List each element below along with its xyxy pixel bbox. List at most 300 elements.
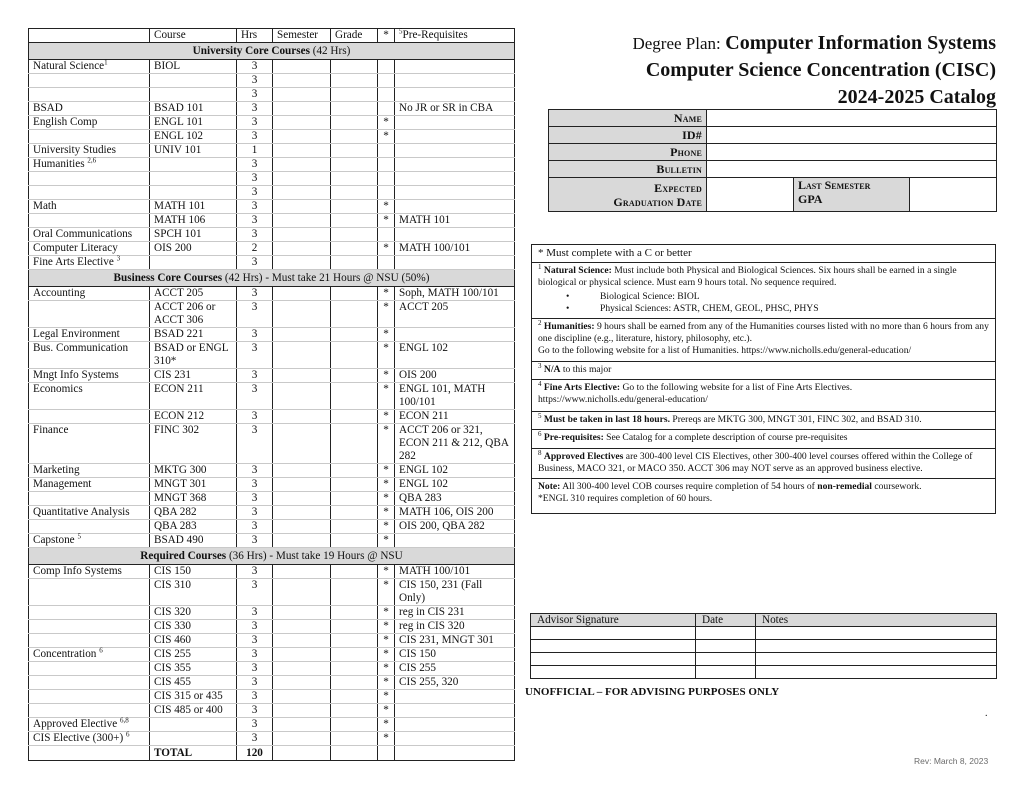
- revision-date: Rev: March 8, 2023: [914, 756, 989, 766]
- grade-cell[interactable]: [331, 606, 378, 620]
- area-cell: [29, 88, 150, 102]
- semester-cell[interactable]: [273, 116, 331, 130]
- grade-cell[interactable]: [331, 620, 378, 634]
- hrs-cell: 3: [237, 200, 273, 214]
- c-or-better-marker: [378, 74, 395, 88]
- concentration-name: Computer Science Concentration (CISC): [645, 59, 996, 81]
- name-label: Name: [549, 110, 707, 127]
- grade-cell[interactable]: [331, 410, 378, 424]
- date-cell[interactable]: [696, 666, 756, 679]
- grade-cell[interactable]: [331, 342, 378, 369]
- prereq-cell: ENGL 102: [395, 342, 515, 369]
- grade-cell[interactable]: [331, 200, 378, 214]
- area-cell: Fine Arts Elective $^3$: [29, 256, 150, 270]
- grade-cell[interactable]: [331, 718, 378, 732]
- hrs-cell: 3: [237, 478, 273, 492]
- date-cell[interactable]: [696, 640, 756, 653]
- notes-cell[interactable]: [756, 666, 997, 679]
- catalog-year: 2024-2025 Catalog: [837, 86, 996, 108]
- course-row: [29, 256, 515, 270]
- area-cell: Accounting: [29, 287, 150, 301]
- header-course: Course: [150, 29, 237, 43]
- area-cell: Computer Literacy: [29, 242, 150, 256]
- grade-cell[interactable]: [331, 565, 378, 579]
- c-or-better-marker: *: [378, 200, 395, 214]
- c-or-better-marker: *: [378, 328, 395, 342]
- semester-cell[interactable]: [273, 186, 331, 200]
- semester-cell[interactable]: [273, 648, 331, 662]
- prereq-cell: ECON 211: [395, 410, 515, 424]
- semester-cell[interactable]: [273, 464, 331, 478]
- phone-field[interactable]: [707, 144, 997, 161]
- header-star: *: [378, 29, 395, 43]
- grade-cell[interactable]: [331, 102, 378, 116]
- hrs-cell: 3: [237, 634, 273, 648]
- prereq-cell: CIS 255, 320: [395, 676, 515, 690]
- semester-cell[interactable]: [273, 214, 331, 228]
- bulletin-field[interactable]: [707, 161, 997, 178]
- note-star: * Must complete with a C or better: [532, 245, 996, 263]
- grade-cell[interactable]: [331, 369, 378, 383]
- c-or-better-marker: *: [378, 242, 395, 256]
- grade-cell[interactable]: [331, 732, 378, 746]
- note-humanities: $^2$ Humanities: 9 hours shall be earned from any of the Humanities courses listed with no more than 6 hours from any one discipline (e.g., literature, history, philosophy, etc.). Go to the following website for a list of Humanities. https://www.nicholls.edu/general-education/: [532, 319, 996, 362]
- c-or-better-marker: *: [378, 464, 395, 478]
- c-or-better-marker: *: [378, 579, 395, 606]
- hrs-cell: 3: [237, 186, 273, 200]
- advisor-row: [531, 627, 997, 640]
- hrs-cell: 3: [237, 565, 273, 579]
- course-cell: CIS 485 or 400: [150, 704, 237, 718]
- signature-cell[interactable]: [531, 627, 696, 640]
- course-cell: [150, 74, 237, 88]
- semester-cell[interactable]: [273, 242, 331, 256]
- course-cell: MATH 101: [150, 200, 237, 214]
- prereq-cell: ENGL 101, MATH 100/101: [395, 383, 515, 410]
- hrs-cell: 3: [237, 158, 273, 172]
- semester-cell[interactable]: [273, 492, 331, 506]
- semester-cell[interactable]: [273, 172, 331, 186]
- degree-plan-table: [28, 28, 515, 761]
- total-empty: [29, 746, 150, 761]
- course-cell: ENGL 101: [150, 116, 237, 130]
- signature-cell[interactable]: [531, 653, 696, 666]
- area-cell: [29, 172, 150, 186]
- total-empty: [395, 746, 515, 761]
- semester-cell[interactable]: [273, 478, 331, 492]
- hrs-cell: 3: [237, 662, 273, 676]
- name-field[interactable]: [707, 110, 997, 127]
- grade-cell[interactable]: [331, 144, 378, 158]
- area-cell: Bus. Communication: [29, 342, 150, 369]
- course-cell: ACCT 205: [150, 287, 237, 301]
- prereq-cell: QBA 283: [395, 492, 515, 506]
- course-cell: BSAD or ENGL 310*: [150, 342, 237, 369]
- prereq-cell: Soph, MATH 100/101: [395, 287, 515, 301]
- c-or-better-marker: *: [378, 634, 395, 648]
- prereq-cell: [395, 74, 515, 88]
- grade-cell[interactable]: [331, 464, 378, 478]
- advisor-row: [531, 666, 997, 679]
- area-cell: [29, 606, 150, 620]
- signature-cell[interactable]: [531, 666, 696, 679]
- c-or-better-marker: *: [378, 676, 395, 690]
- semester-cell[interactable]: [273, 228, 331, 242]
- c-or-better-marker: *: [378, 620, 395, 634]
- semester-cell[interactable]: [273, 369, 331, 383]
- course-row: [29, 410, 515, 424]
- grade-cell[interactable]: [331, 328, 378, 342]
- semester-cell[interactable]: [273, 704, 331, 718]
- signature-cell[interactable]: [531, 640, 696, 653]
- c-or-better-marker: *: [378, 718, 395, 732]
- list-item: • Physical Sciences: ASTR, CHEM, GEOL, PHSC, PHYS: [584, 303, 989, 315]
- course-cell: CIS 330: [150, 620, 237, 634]
- prereq-cell: No JR or SR in CBA: [395, 102, 515, 116]
- hrs-cell: 3: [237, 214, 273, 228]
- c-or-better-marker: *: [378, 116, 395, 130]
- prereq-cell: [395, 256, 515, 270]
- area-cell: Economics: [29, 383, 150, 410]
- area-cell: [29, 130, 150, 144]
- area-cell: Capstone $^5$: [29, 534, 150, 548]
- id-label: ID#: [549, 127, 707, 144]
- course-row: [29, 301, 515, 328]
- semester-cell[interactable]: [273, 606, 331, 620]
- area-cell: CIS Elective (300+) $^6$: [29, 732, 150, 746]
- total-hrs: 120: [237, 746, 273, 761]
- prereq-cell: [395, 130, 515, 144]
- semester-cell[interactable]: [273, 256, 331, 270]
- notes-cell[interactable]: [756, 640, 997, 653]
- semester-cell[interactable]: [273, 579, 331, 606]
- area-cell: Mngt Info Systems: [29, 369, 150, 383]
- notes-cell[interactable]: [756, 653, 997, 666]
- semester-cell[interactable]: [273, 200, 331, 214]
- prereq-cell: [395, 732, 515, 746]
- semester-cell[interactable]: [273, 383, 331, 410]
- c-or-better-marker: *: [378, 287, 395, 301]
- course-row: [29, 478, 515, 492]
- semester-cell[interactable]: [273, 662, 331, 676]
- grade-cell[interactable]: [331, 492, 378, 506]
- grade-cell[interactable]: [331, 287, 378, 301]
- course-cell: CIS 355: [150, 662, 237, 676]
- grade-cell[interactable]: [331, 662, 378, 676]
- section-title: Business Core Courses (42 Hrs) - Must take 21 Hours @ NSU (50%): [29, 270, 515, 287]
- area-cell: Concentration $^6$: [29, 648, 150, 662]
- course-cell: [150, 88, 237, 102]
- course-row: [29, 144, 515, 158]
- hrs-cell: 3: [237, 492, 273, 506]
- note-capstone: $^5$ Must be taken in last 18 hours. Prereqs are MKTG 300, MNGT 301, FINC 302, and BSAD 310.: [532, 412, 996, 430]
- semester-cell[interactable]: [273, 732, 331, 746]
- hrs-cell: 3: [237, 130, 273, 144]
- c-or-better-marker: *: [378, 301, 395, 328]
- semester-cell[interactable]: [273, 102, 331, 116]
- note-na: $^3$ N/A to this major: [532, 361, 996, 379]
- prereq-cell: CIS 150: [395, 648, 515, 662]
- notes-cell[interactable]: [756, 627, 997, 640]
- gpa-field[interactable]: [910, 178, 997, 212]
- hrs-cell: 3: [237, 424, 273, 464]
- student-info-form: [548, 109, 997, 212]
- area-cell: University Studies: [29, 144, 150, 158]
- hrs-cell: 3: [237, 369, 273, 383]
- semester-cell[interactable]: [273, 144, 331, 158]
- prereq-cell: [395, 718, 515, 732]
- grade-cell[interactable]: [331, 520, 378, 534]
- grade-cell[interactable]: [331, 214, 378, 228]
- total-empty: [273, 746, 331, 761]
- semester-cell[interactable]: [273, 301, 331, 328]
- course-row: [29, 704, 515, 718]
- grade-cell[interactable]: [331, 256, 378, 270]
- unofficial-disclaimer: UNOFFICIAL – FOR ADVISING PURPOSES ONLY: [525, 686, 780, 698]
- course-cell: MNGT 301: [150, 478, 237, 492]
- grade-cell[interactable]: [331, 676, 378, 690]
- prereq-cell: ENGL 102: [395, 464, 515, 478]
- grade-cell[interactable]: [331, 301, 378, 328]
- grade-cell[interactable]: [331, 228, 378, 242]
- grade-cell[interactable]: [331, 424, 378, 464]
- semester-cell[interactable]: [273, 287, 331, 301]
- c-or-better-marker: *: [378, 342, 395, 369]
- c-or-better-marker: [378, 88, 395, 102]
- semester-cell[interactable]: [273, 620, 331, 634]
- area-cell: [29, 579, 150, 606]
- grade-cell[interactable]: [331, 130, 378, 144]
- prereq-cell: OIS 200, QBA 282: [395, 520, 515, 534]
- semester-cell[interactable]: [273, 506, 331, 520]
- prereq-cell: MATH 106, OIS 200: [395, 506, 515, 520]
- plan-table-body: [29, 43, 515, 761]
- c-or-better-marker: [378, 228, 395, 242]
- area-cell: Math: [29, 200, 150, 214]
- course-row: [29, 228, 515, 242]
- c-or-better-marker: *: [378, 478, 395, 492]
- title-prefix: Degree Plan:: [632, 34, 721, 53]
- semester-cell[interactable]: [273, 88, 331, 102]
- c-or-better-marker: [378, 256, 395, 270]
- semester-cell[interactable]: [273, 534, 331, 548]
- course-cell: [150, 186, 237, 200]
- course-row: [29, 492, 515, 506]
- grade-cell[interactable]: [331, 172, 378, 186]
- advisor-row: [531, 653, 997, 666]
- area-cell: [29, 301, 150, 328]
- area-cell: [29, 214, 150, 228]
- graduation-date-label: Expected Graduation Date: [549, 178, 707, 212]
- area-cell: [29, 520, 150, 534]
- grade-cell[interactable]: [331, 534, 378, 548]
- grade-cell[interactable]: [331, 690, 378, 704]
- course-row: [29, 116, 515, 130]
- hrs-cell: 3: [237, 648, 273, 662]
- grade-cell[interactable]: [331, 579, 378, 606]
- area-cell: Oral Communications: [29, 228, 150, 242]
- semester-cell[interactable]: [273, 328, 331, 342]
- date-cell[interactable]: [696, 653, 756, 666]
- prereq-cell: MATH 100/101: [395, 565, 515, 579]
- note-general: Note: All 300-400 level COB courses require completion of 54 hours of non-remedial coursework. *ENGL 310 requires completion of 60 hours.: [532, 479, 996, 514]
- grade-cell[interactable]: [331, 242, 378, 256]
- semester-cell[interactable]: [273, 410, 331, 424]
- header-area: [29, 29, 150, 43]
- footnotes-box: [531, 244, 996, 514]
- course-cell: ACCT 206 or ACCT 306: [150, 301, 237, 328]
- course-row: [29, 606, 515, 620]
- prereq-cell: [395, 158, 515, 172]
- course-cell: [150, 172, 237, 186]
- prereq-cell: MATH 100/101: [395, 242, 515, 256]
- grade-cell[interactable]: [331, 88, 378, 102]
- area-cell: [29, 74, 150, 88]
- semester-cell[interactable]: [273, 634, 331, 648]
- semester-cell[interactable]: [273, 130, 331, 144]
- gpa-label: Last Semester GPA: [794, 178, 910, 212]
- semester-cell[interactable]: [273, 158, 331, 172]
- advisor-row: [531, 640, 997, 653]
- course-row: [29, 369, 515, 383]
- course-cell: MNGT 368: [150, 492, 237, 506]
- semester-cell[interactable]: [273, 520, 331, 534]
- grade-cell[interactable]: [331, 74, 378, 88]
- graduation-date-field[interactable]: [707, 178, 794, 212]
- area-cell: [29, 676, 150, 690]
- course-cell: [150, 256, 237, 270]
- grade-cell[interactable]: [331, 634, 378, 648]
- course-cell: ENGL 102: [150, 130, 237, 144]
- grade-cell[interactable]: [331, 116, 378, 130]
- c-or-better-marker: [378, 144, 395, 158]
- grade-cell[interactable]: [331, 478, 378, 492]
- area-cell: [29, 690, 150, 704]
- grade-cell[interactable]: [331, 648, 378, 662]
- prereq-cell: [395, 172, 515, 186]
- area-cell: [29, 620, 150, 634]
- semester-cell[interactable]: [273, 424, 331, 464]
- course-row: [29, 464, 515, 478]
- course-cell: MKTG 300: [150, 464, 237, 478]
- area-cell: English Comp: [29, 116, 150, 130]
- course-row: [29, 520, 515, 534]
- section-title: University Core Courses (42 Hrs): [29, 43, 515, 60]
- c-or-better-marker: *: [378, 704, 395, 718]
- hrs-cell: 3: [237, 256, 273, 270]
- grade-cell[interactable]: [331, 186, 378, 200]
- note-fine-arts: $^4$ Fine Arts Elective: Go to the following website for a list of Fine Arts Electives. https://www.nicholls.edu/general-education/: [532, 379, 996, 411]
- c-or-better-marker: *: [378, 565, 395, 579]
- course-row: [29, 130, 515, 144]
- note-prerequisites: $^6$ Pre-requisites: See Catalog for a complete description of course pre-requisites: [532, 430, 996, 448]
- area-cell: [29, 492, 150, 506]
- semester-cell[interactable]: [273, 565, 331, 579]
- hrs-cell: 3: [237, 328, 273, 342]
- c-or-better-marker: *: [378, 690, 395, 704]
- prereq-cell: CIS 150, 231 (Fall Only): [395, 579, 515, 606]
- course-row: [29, 102, 515, 116]
- hrs-cell: 3: [237, 732, 273, 746]
- stray-dot: .: [985, 708, 988, 719]
- course-row: [29, 648, 515, 662]
- prereq-cell: [395, 186, 515, 200]
- area-cell: BSAD: [29, 102, 150, 116]
- c-or-better-marker: *: [378, 520, 395, 534]
- date-cell[interactable]: [696, 627, 756, 640]
- hrs-cell: 3: [237, 342, 273, 369]
- semester-cell[interactable]: [273, 676, 331, 690]
- c-or-better-marker: *: [378, 492, 395, 506]
- course-row: [29, 506, 515, 520]
- course-cell: ECON 211: [150, 383, 237, 410]
- c-or-better-marker: [378, 60, 395, 74]
- hrs-cell: 3: [237, 464, 273, 478]
- hrs-cell: 3: [237, 676, 273, 690]
- c-or-better-marker: *: [378, 424, 395, 464]
- prereq-cell: [395, 60, 515, 74]
- prereq-cell: [395, 534, 515, 548]
- section-header-row: [29, 270, 515, 287]
- prereq-cell: [395, 88, 515, 102]
- semester-cell[interactable]: [273, 718, 331, 732]
- semester-cell[interactable]: [273, 342, 331, 369]
- course-cell: QBA 283: [150, 520, 237, 534]
- semester-cell[interactable]: [273, 74, 331, 88]
- hrs-cell: 3: [237, 606, 273, 620]
- hrs-cell: 3: [237, 102, 273, 116]
- list-item: • Biological Science: BIOL: [584, 291, 989, 303]
- hrs-cell: 3: [237, 620, 273, 634]
- prereq-cell: [395, 228, 515, 242]
- humanities-link-text: Go to the following website for a list of Humanities. https://www.nicholls.edu/general-education/: [538, 345, 912, 357]
- course-cell: CIS 150: [150, 565, 237, 579]
- header-grade: Grade: [331, 29, 378, 43]
- grade-cell[interactable]: [331, 158, 378, 172]
- grade-cell[interactable]: [331, 60, 378, 74]
- area-cell: Humanities $^{2,6}$: [29, 158, 150, 172]
- grade-cell[interactable]: [331, 506, 378, 520]
- fine-arts-link[interactable]: https://www.nicholls.edu/general-education/: [538, 394, 708, 406]
- c-or-better-marker: [378, 102, 395, 116]
- total-label: TOTAL: [150, 746, 237, 761]
- semester-cell[interactable]: [273, 690, 331, 704]
- course-cell: BSAD 221: [150, 328, 237, 342]
- course-cell: [150, 718, 237, 732]
- course-row: [29, 328, 515, 342]
- total-row: [29, 746, 515, 761]
- c-or-better-marker: *: [378, 130, 395, 144]
- prereq-cell: OIS 200: [395, 369, 515, 383]
- c-or-better-marker: *: [378, 662, 395, 676]
- area-cell: Comp Info Systems: [29, 565, 150, 579]
- table-header-row: [29, 29, 515, 43]
- course-cell: CIS 460: [150, 634, 237, 648]
- course-row: [29, 732, 515, 746]
- prereq-cell: ENGL 102: [395, 478, 515, 492]
- grade-cell[interactable]: [331, 704, 378, 718]
- hrs-cell: 3: [237, 228, 273, 242]
- grade-cell[interactable]: [331, 383, 378, 410]
- semester-cell[interactable]: [273, 60, 331, 74]
- course-row: [29, 424, 515, 464]
- note-natural-science: $^1$ Natural Science: Must include both Physical and Biological Sciences. Six hours shall be earned in a single biological or physical science. Must earn 9 hours total. No sequence required. • Biological Science: BIOL • Physical Sciences: ASTR, CHEM, GEOL, PHSC, PHYS: [532, 263, 996, 319]
- hrs-cell: 3: [237, 383, 273, 410]
- id-field[interactable]: [707, 127, 997, 144]
- area-cell: Approved Elective $^{6,8}$: [29, 718, 150, 732]
- course-row: [29, 662, 515, 676]
- area-cell: Marketing: [29, 464, 150, 478]
